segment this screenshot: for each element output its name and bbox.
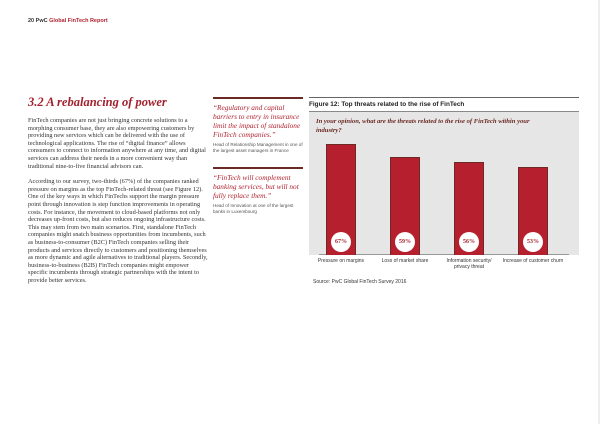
data-label: 53% <box>523 232 543 252</box>
pull-quote <box>213 167 303 214</box>
figure-title: Figure 12: Top threats related to the rise of FinTech <box>309 98 579 112</box>
quote-column <box>213 97 303 228</box>
category-labels <box>309 255 579 271</box>
paragraph: FinTech companies are not just bringing concrete solutions to a morphing consumer base, they are also empowering customers by providing new services which can be delivered with the use of technological applications. The rise of “digital finance” allows consumers to connect to information anywhere at any time, and digital services can address their needs in a more convenient way than traditional nine-to-five financial advisors can. <box>28 117 206 170</box>
category-label: Information security/ privacy threat <box>446 258 492 270</box>
quote-author: Head of Relationship Management in one of the largest asset managers in France <box>213 142 303 153</box>
quote-text: “Regulatory and capital barriers to entry in insurance limit the impact of standalone FinTech companies.” <box>213 103 301 139</box>
quote-text: “FinTech will complement banking services, but will not fully replace them.” <box>213 173 299 201</box>
data-label: 67% <box>331 232 351 252</box>
bar <box>390 157 420 255</box>
category-label: Pressure on margins <box>317 258 365 264</box>
data-label: 59% <box>395 232 415 252</box>
figure-source: Source: PwC Global FinTech Survey 2016 <box>313 279 407 285</box>
running-header: 20 PwC Global FinTech Report <box>28 18 108 24</box>
section-title: 3.2 A rebalancing of power <box>28 95 167 109</box>
main-column <box>28 95 208 292</box>
bar <box>454 162 484 255</box>
paragraph: According to our survey, two-thirds (67%) of the companies ranked pressure on margins as the top FinTech-related threat (see Figure 12). One of the key ways in which FinTechs support the margin pressure point through innovation is step function improvements in operating costs. For instance, the movement to cloud-based platforms not only decreases up-front costs, but also reduces ongoing infrastructure costs. This may stem from two main scenarios. First, standalone FinTech companies might snatch business opportunities from incumbents, such as business-to-consumer (B2C) FinTech companies selling their products and services directly to customers and positioning themselves as more dynamic and agile alternatives to traditional players. Secondly, business-to-business (B2B) FinTech companies might empower specific incumbents through strategic partnerships with the intent to provide better services. <box>28 178 208 284</box>
quote-author: Head of Innovation at one of the largest banks in Luxembourg <box>213 203 294 214</box>
category-label: Increase of customer churn <box>502 258 564 264</box>
data-label: 56% <box>459 232 479 252</box>
pull-quote <box>213 97 303 153</box>
chart-question: In your opinion, what are the threats related to the rise of FinTech within your industry? <box>316 118 530 134</box>
figure <box>309 97 579 285</box>
bar <box>326 144 356 255</box>
chart-panel <box>309 112 579 255</box>
category-label: Loss of market share <box>381 258 429 264</box>
bar <box>518 167 548 255</box>
